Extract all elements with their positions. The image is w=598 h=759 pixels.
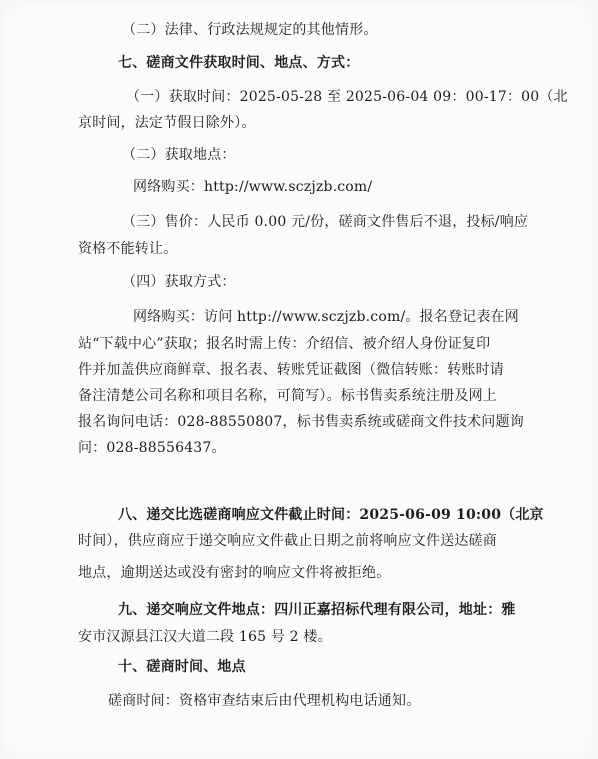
acquisition-time-line-2: 京时间，法定节假日除外）。 — [78, 115, 256, 131]
price-line-2: 资格不能转让。 — [78, 241, 178, 257]
acquisition-method-line-5: 报名询问电话：028-88550807，标书售卖系统或磋商文件技术问题询 — [78, 414, 524, 430]
acquisition-time-line-1: （一）获取时间：2025-05-28 至 2025-06-04 09：00-17：00（北 — [126, 89, 568, 105]
acquisition-method-line-1: 网络购买：访问 http://www.sczjzb.com/。报名登记表在网 — [133, 309, 519, 325]
section-8-line-3: 地点，逾期送达或没有密封的响应文件将被拒绝。 — [78, 565, 391, 581]
section-9-address-line: 安市汉源县江汉大道二段 165 号 2 楼。 — [78, 629, 332, 645]
price-line-1: （三）售价：人民币 0.00 元/份，磋商文件售后不退，投标/响应 — [122, 214, 529, 230]
section-7-heading: 七、磋商文件获取时间、地点、方式： — [118, 55, 360, 71]
acquisition-method-line-4: 备注清楚公司名称和项目名称，可简写）。标书售卖系统注册及网上 — [78, 388, 497, 404]
section-8-heading: 八、递交比选磋商响应文件截止时间：2025-06-09 10:00（北京 — [118, 507, 544, 523]
acquisition-method-line-3: 件并加盖供应商鲜章、报名表、转账凭证截图（微信转账：转账时请 — [78, 362, 504, 378]
clause-7-exception-2: （二）法律、行政法规规定的其他情形。 — [122, 22, 378, 38]
negotiation-time-line: 磋商时间：资格审查结束后由代理机构电话通知。 — [108, 693, 421, 709]
acquisition-place-heading: （二）获取地点： — [122, 147, 236, 163]
online-purchase-url-line: 网络购买：http://www.sczjzb.com/ — [133, 179, 373, 195]
section-9-heading: 九、递交响应文件地点：四川正嘉招标代理有限公司，地址：雅 — [118, 602, 516, 618]
section-10-heading: 十、磋商时间、地点 — [118, 659, 246, 675]
acquisition-method-line-6: 问：028-88556437。 — [78, 440, 226, 456]
acquisition-method-heading: （四）获取方式： — [122, 274, 236, 290]
section-8-line-2: 时间），供应商应于递交响应文件截止日期之前将响应文件送达磋商 — [78, 533, 497, 549]
acquisition-method-line-2: 站“下载中心”获取；报名时需上传：介绍信、被介绍人身份证复印 — [78, 336, 491, 352]
